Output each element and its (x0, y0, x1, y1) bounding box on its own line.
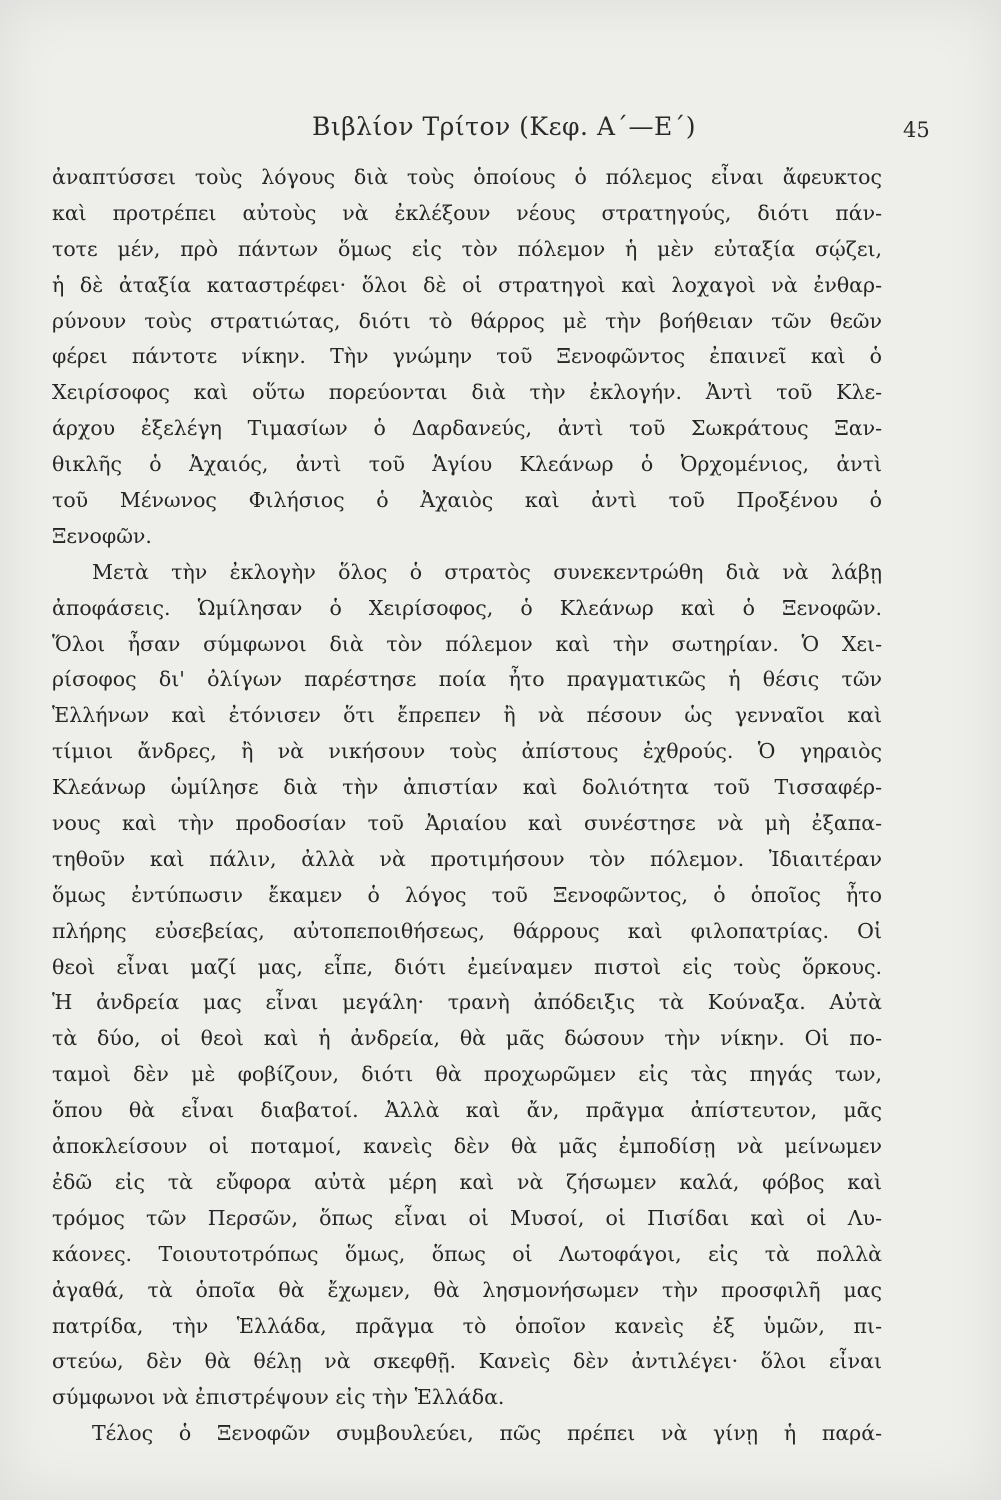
text-line: Τέλος ὁ Ξενοφῶν συμβουλεύει, πῶς πρέπει νὰ γίνῃ ἡ παρά- (92, 1421, 882, 1446)
text-line: θικλῆς ὁ Ἀχαιός, ἀντὶ τοῦ Ἁγίου Κλεάνωρ ὁ Ὀρχομένιος, ἀντὶ (52, 452, 882, 477)
text-line: πατρίδα, τὴν Ἑλλάδα, πρᾶγμα τὸ ὁποῖον κανεὶς ἐξ ὑμῶν, πι- (52, 1313, 882, 1338)
page-header (0, 108, 1001, 148)
page-number: 45 (903, 118, 930, 142)
text-line: ἐδῶ εἰς τὰ εὔφορα αὐτὰ μέρη καὶ νὰ ζήσωμεν καλά, φόβος καὶ (52, 1169, 882, 1194)
text-line: ἡ δὲ ἀταξία καταστρέφει· ὅλοι δὲ οἱ στρατηγοὶ καὶ λοχαγοὶ νὰ ἐνθαρ- (52, 272, 882, 297)
running-head: Βιβλίον Τρίτον (Κεφ. Α΄—Ε΄) (312, 112, 697, 141)
paragraph-3 (52, 1416, 882, 1452)
text-line: σύμφωνοι νὰ ἐπιστρέψουν εἰς τὴν Ἑλλάδα. (52, 1385, 505, 1410)
text-line: Μετὰ τὴν ἐκλογὴν ὅλος ὁ στρατὸς συνεκεντρώθη διὰ νὰ λάβῃ (92, 559, 882, 584)
text-line: ρίσοφος δι' ὀλίγων παρέστησε ποία ἦτο πραγματικῶς ἡ θέσις τῶν (52, 667, 882, 692)
text-line: ρύνουν τοὺς στρατιώτας, διότι τὸ θάρρος μὲ τὴν βοήθειαν τῶν θεῶν (52, 308, 882, 333)
text-line: ἀποφάσεις. Ὡμίλησαν ὁ Χειρίσοφος, ὁ Κλεάνωρ καὶ ὁ Ξενοφῶν. (52, 595, 882, 620)
text-line: τοῦ Μένωνος Φιλήσιος ὁ Ἀχαιὸς καὶ ἀντὶ τοῦ Προξένου ὁ (52, 488, 882, 513)
text-line: ταμοὶ δὲν μὲ φοβίζουν, διότι θὰ προχωρῶμεν εἰς τὰς πηγάς των, (52, 1062, 882, 1087)
text-line: Ἑλλήνων καὶ ἐτόνισεν ὅτι ἔπρεπεν ἢ νὰ πέσουν ὡς γενναῖοι καὶ (52, 703, 882, 728)
text-line: τρόμος τῶν Περσῶν, ὅπως εἶναι οἱ Μυσοί, οἱ Πισίδαι καὶ οἱ Λυ- (52, 1205, 882, 1230)
text-line: στεύω, δὲν θὰ θέλῃ νὰ σκεφθῇ. Κανεὶς δὲν ἀντιλέγει· ὅλοι εἶναι (52, 1349, 882, 1374)
text-line: τίμιοι ἄνδρες, ἢ νὰ νικήσουν τοὺς ἀπίστους ἐχθρούς. Ὁ γηραιὸς (52, 739, 882, 764)
text-line: φέρει πάντοτε νίκην. Τὴν γνώμην τοῦ Ξενοφῶντος ἐπαινεῖ καὶ ὁ (52, 344, 882, 369)
text-line: Χειρίσοφος καὶ οὕτω πορεύονται διὰ τὴν ἐκλογήν. Ἀντὶ τοῦ Κλε- (52, 380, 882, 405)
text-line: τὰ δύο, οἱ θεοὶ καὶ ἡ ἀνδρεία, θὰ μᾶς δώσουν τὴν νίκην. Οἱ πο- (52, 1026, 882, 1051)
text-line: τηθοῦν καὶ πάλιν, ἀλλὰ νὰ προτιμήσουν τὸν πόλεμον. Ἰδιαιτέραν (52, 846, 882, 871)
text-line: άρχου ἐξελέγη Τιμασίων ὁ Δαρδανεύς, ἀντὶ τοῦ Σωκράτους Ξαν- (52, 416, 882, 441)
text-line: θεοὶ εἶναι μαζί μας, εἶπε, διότι ἐμείναμεν πιστοὶ εἰς τοὺς ὅρκους. (52, 954, 882, 979)
text-line: Ὅλοι ἦσαν σύμφωνοι διὰ τὸν πόλεμον καὶ τὴν σωτηρίαν. Ὁ Χει- (52, 631, 882, 656)
text-line: καὶ προτρέπει αὐτοὺς νὰ ἐκλέξουν νέους στρατηγούς, διότι πάν- (52, 200, 882, 225)
text-line: Ξενοφῶν. (52, 523, 152, 548)
text-line: κάονες. Τοιουτοτρόπως ὅμως, ὅπως οἱ Λωτοφάγοι, εἰς τὰ πολλὰ (52, 1241, 882, 1266)
text-line: τοτε μέν, πρὸ πάντων ὅμως εἰς τὸν πόλεμον ἡ μὲν εὐταξία σῴζει, (52, 236, 882, 261)
text-line: ἀγαθά, τὰ ὁποῖα θὰ ἔχωμεν, θὰ λησμονήσωμεν τὴν προσφιλῆ μας (52, 1277, 882, 1302)
text-line: ἀποκλείσουν οἱ ποταμοί, κανεὶς δὲν θὰ μᾶς ἐμποδίσῃ νὰ μείνωμεν (52, 1134, 882, 1159)
paragraph-2 (52, 555, 882, 1416)
body-text (52, 160, 882, 1452)
text-line: νους καὶ τὴν προδοσίαν τοῦ Ἀριαίου καὶ συνέστησε νὰ μὴ ἐξαπα- (52, 811, 882, 836)
text-line: Κλεάνωρ ὡμίλησε διὰ τὴν ἀπιστίαν καὶ δολιότητα τοῦ Τισσαφέρ- (52, 775, 882, 800)
text-line: ὅπου θὰ εἶναι διαβατοί. Ἀλλὰ καὶ ἄν, πρᾶγμα ἀπίστευτον, μᾶς (52, 1098, 882, 1123)
paragraph-1 (52, 160, 882, 555)
text-line: πλήρης εὐσεβείας, αὐτοπεποιθήσεως, θάρρους καὶ φιλοπατρίας. Οἱ (52, 918, 882, 943)
text-line: ὅμως ἐντύπωσιν ἔκαμεν ὁ λόγος τοῦ Ξενοφῶντος, ὁ ὁποῖος ἦτο (52, 882, 882, 907)
text-line: Ἡ ἀνδρεία μας εἶναι μεγάλη· τρανὴ ἀπόδειξις τὰ Κούναξα. Αὐτὰ (52, 990, 882, 1015)
text-line: ἀναπτύσσει τοὺς λόγους διὰ τοὺς ὁποίους ὁ πόλεμος εἶναι ἄφευκτος (52, 165, 882, 189)
